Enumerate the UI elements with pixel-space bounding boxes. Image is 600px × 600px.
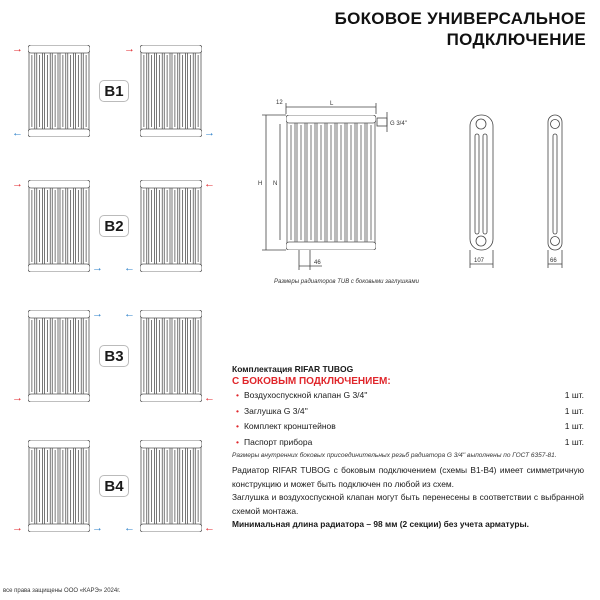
dim-n: N <box>273 181 278 187</box>
radiator-image <box>140 440 202 537</box>
return-arrow-icon: → <box>92 262 103 274</box>
dim-107: 107 <box>474 258 485 264</box>
kit-item: • Воздухоспускной клапан G 3/4'' 1 шт. <box>236 390 584 400</box>
page-title: БОКОВОЕ УНИВЕРСАЛЬНОЕ ПОДКЛЮЧЕНИЕ <box>334 9 586 49</box>
scheme-label: B4 <box>99 475 129 497</box>
supply-arrow-icon: → <box>12 522 23 534</box>
kit-subheading: С БОКОВЫМ ПОДКЛЮЧЕНИЕМ: <box>232 376 391 387</box>
supply-arrow-icon: → <box>12 392 23 404</box>
kit-item: • Заглушка G 3/4'' 1 шт. <box>236 405 584 416</box>
return-arrow-icon: → <box>92 522 103 534</box>
kit-heading: Комплектация RIFAR TUBOG <box>232 364 354 374</box>
copyright: все права защищены ООО «КАРЭ» 2024г. <box>3 588 121 594</box>
kit-item: • Паспорт прибора 1 шт. <box>236 436 584 447</box>
return-arrow-icon: → <box>204 127 215 139</box>
supply-arrow-icon: ← <box>204 178 215 190</box>
radiator-image <box>140 45 202 142</box>
supply-arrow-icon: → <box>12 178 23 190</box>
scheme-label: B2 <box>99 215 129 237</box>
radiator-image <box>28 180 90 277</box>
kit-item: • Комплект кронштейнов 1 шт. <box>236 421 584 431</box>
supply-arrow-icon: ← <box>204 522 215 534</box>
thread-note: Размеры внутренних боковых присоединительных резьб радиатора G 3/4'' выполнены по ГОСТ 6357-81. <box>232 452 557 459</box>
return-arrow-icon: ← <box>124 262 135 274</box>
dim-66: 66 <box>550 258 557 264</box>
dim-h: H <box>258 181 263 187</box>
return-arrow-icon: ← <box>124 308 135 320</box>
dim-l: L <box>330 101 334 107</box>
drawing-caption: Размеры радиаторов TUB с боковыми заглушками <box>274 279 419 285</box>
return-arrow-icon: ← <box>12 127 23 139</box>
scheme-label: B3 <box>99 345 129 367</box>
radiator-image <box>28 45 90 142</box>
supply-arrow-icon: → <box>124 43 135 55</box>
radiator-image <box>28 310 90 407</box>
return-arrow-icon: ← <box>124 522 135 534</box>
dim-12: 12 <box>276 100 283 106</box>
kit-section <box>232 364 584 459</box>
kit-list <box>232 390 584 447</box>
radiator-image <box>28 440 90 537</box>
radiator-image <box>140 180 202 277</box>
supply-arrow-icon: ← <box>204 392 215 404</box>
description: Радиатор RIFAR TUBOG с боковым подключением (схемы B1-B4) имеет симметричную конструкцию и может быть подключен по любой из схем. Заглушка и воздухоспускной клапан могут быть перенесены в соответствии с выбранной схемой монтажа. Минимальная длина радиатора – 98 мм (2 секции) без учета арматуры. <box>232 465 584 529</box>
dimension-drawing <box>250 90 600 290</box>
scheme-label: B1 <box>99 80 129 102</box>
return-arrow-icon: → <box>92 308 103 320</box>
dim-thread: G 3/4'' <box>390 121 407 127</box>
dim-46: 46 <box>314 260 321 266</box>
supply-arrow-icon: → <box>12 43 23 55</box>
radiator-image <box>140 310 202 407</box>
